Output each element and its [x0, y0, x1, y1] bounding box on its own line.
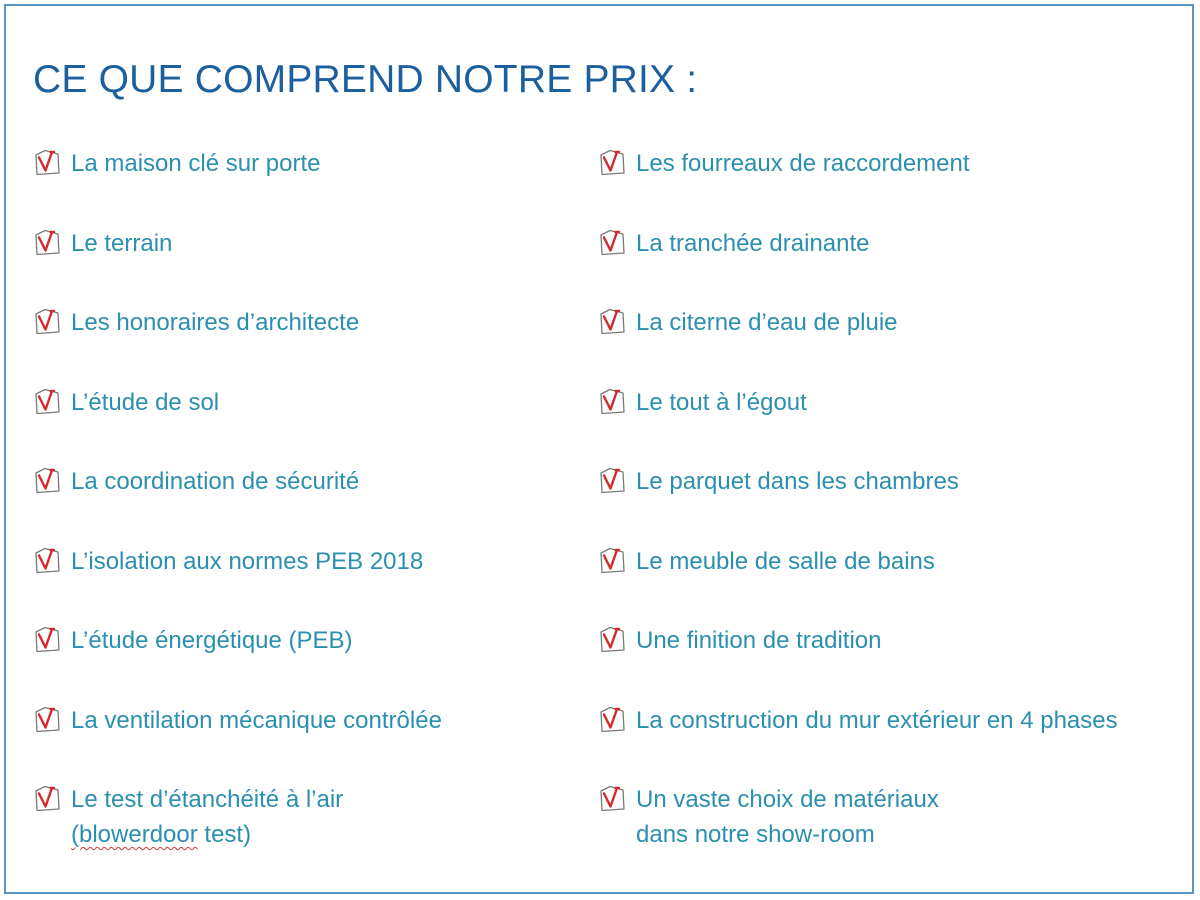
list-item-text [636, 146, 970, 181]
list-item-text [71, 703, 442, 738]
checkmark-box-icon [597, 546, 627, 574]
list-item-line: La tranchée drainante [636, 229, 870, 257]
list-item-text [71, 385, 219, 420]
checkmark-box-icon [597, 784, 627, 812]
checkmark-box-icon [32, 625, 62, 653]
list-item-line: Les fourreaux de raccordement [636, 150, 970, 177]
checkmark-box-icon [32, 466, 62, 494]
list-item-line: La citerne d’eau de pluie [636, 309, 898, 336]
checkmark-box-icon [597, 466, 627, 494]
list-item-line: Le test d’étanchéité à l’air [71, 786, 344, 813]
checkmark-box-icon [32, 148, 62, 176]
checkmark-box-icon [597, 228, 627, 256]
list-item-line: La maison clé sur porte [71, 150, 321, 177]
list-item-line: dans notre show-room [636, 821, 875, 848]
checkmark-box-icon [32, 705, 62, 733]
list-item-text [636, 305, 898, 340]
list-item-text [71, 464, 359, 499]
list-item-line: Un vaste choix de matériaux [636, 786, 939, 813]
slide-frame [4, 4, 1194, 894]
list-item-text [71, 226, 172, 261]
list-item-text [636, 544, 935, 579]
checkmark-box-icon [32, 307, 62, 335]
checkmark-box-icon [32, 228, 62, 256]
checkmark-box-icon [597, 387, 627, 415]
checkmark-box-icon [32, 546, 62, 574]
list-item-line: Le meuble de salle de bains [636, 547, 935, 575]
list-item-text [636, 623, 881, 658]
list-item-text [71, 782, 343, 852]
slide-title: CE QUE COMPREND NOTRE PRIX : [33, 58, 698, 101]
list-item-line: La coordination de sécurité [71, 468, 360, 495]
list-item-text [636, 464, 959, 499]
checkmark-box-icon [32, 784, 62, 812]
checkmark-box-icon [597, 148, 627, 176]
list-item-line: Le parquet dans les chambres [636, 468, 959, 495]
list-item-line: L’isolation aux normes PEB 2018 [71, 547, 424, 575]
list-item-text [636, 703, 1118, 738]
list-item-line: Le terrain [71, 229, 173, 257]
list-item-text [636, 226, 870, 261]
list-item-text [71, 146, 320, 181]
checkmark-box-icon [597, 625, 627, 653]
list-item-text [636, 782, 939, 852]
list-item-line: Les honoraires d’architecte [71, 309, 360, 336]
checkmark-box-icon [32, 387, 62, 415]
list-item-text [71, 305, 359, 340]
list-item-text [71, 544, 423, 579]
checkmark-box-icon [597, 705, 627, 733]
list-item-line: La construction du mur extérieur en 4 phases [636, 706, 1118, 734]
list-item-text [636, 385, 807, 420]
list-item-line: (blowerdoor test) [71, 821, 252, 848]
list-item-line: La ventilation mécanique contrôlée [71, 706, 442, 734]
list-item-line: Le tout à l’égout [636, 388, 807, 416]
list-item-line: L’étude énergétique (PEB) [71, 627, 353, 654]
list-item-line: L’étude de sol [71, 388, 220, 416]
list-item-text [71, 623, 353, 658]
list-item-line: Une finition de tradition [636, 627, 882, 654]
checkmark-box-icon [597, 307, 627, 335]
